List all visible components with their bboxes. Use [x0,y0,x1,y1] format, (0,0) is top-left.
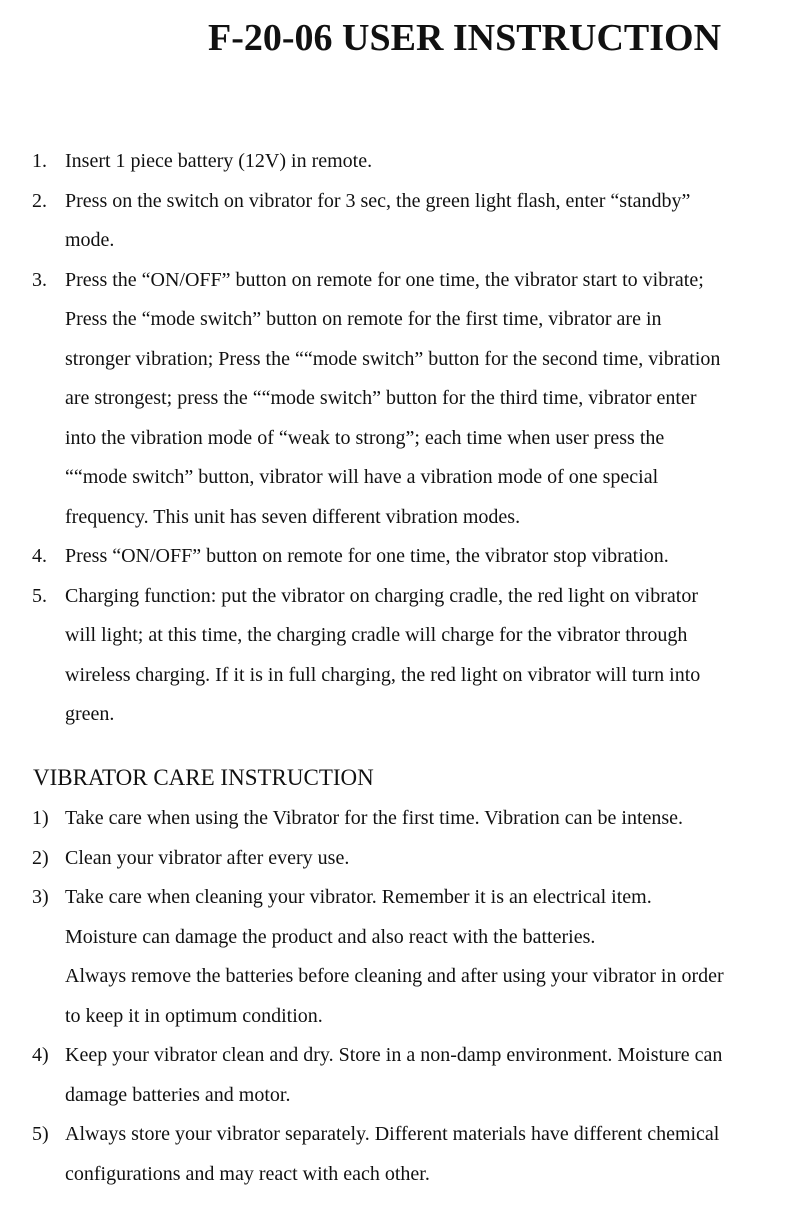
instruction-text-line: Press the “ON/OFF” button on remote for one time, the vibrator start to vibrate; [65,268,704,291]
instruction-text-line: stronger vibration; Press the ““mode switch” button for the second time, vibration [65,347,721,370]
care-text-line: damage batteries and motor. [65,1083,291,1106]
care-text-line: to keep it in optimum condition. [65,1004,323,1027]
care-item [0,878,808,1036]
instruction-text-line: ““mode switch” button, vibrator will have a vibration mode of one special [65,466,659,488]
care-text-line: configurations and may react with each other. [65,1162,430,1185]
care-instruction-list [0,799,808,1194]
instruction-list [0,142,808,735]
care-item [0,799,808,839]
care-item-number: 5) [32,1123,49,1145]
instruction-item [0,261,808,538]
instruction-text-line: green. [65,703,115,725]
instruction-number: 1. [32,150,47,172]
care-item-number: 2) [32,846,49,869]
care-item-number: 4) [32,1044,49,1066]
instruction-text-line: Press on the switch on vibrator for 3 sec, the green light flash, enter “standby” [65,189,691,212]
care-text-line: Keep your vibrator clean and dry. Store in a non-damp environment. Moisture can [65,1044,723,1066]
care-text-line: Take care when using the Vibrator for the first time. Vibration can be intense. [65,807,684,829]
care-section-heading: VIBRATOR CARE INSTRUCTION [33,765,374,790]
instruction-text-line: will light; at this time, the charging cradle will charge for the vibrator through [65,624,688,646]
care-text-line: Clean your vibrator after every use. [65,846,350,869]
care-item [0,1036,808,1115]
instruction-text-line: into the vibration mode of “weak to strong”; each time when user press the [65,426,665,449]
instruction-number: 2. [32,189,47,212]
instruction-text-line: are strongest; press the ““mode switch” button for the third time, vibrator enter [65,387,697,409]
instruction-text-line: Insert 1 piece battery (12V) in remote. [65,150,373,172]
care-item-number: 3) [32,886,49,908]
care-item-number: 1) [32,807,49,829]
instruction-item [0,537,808,577]
instruction-number: 3. [32,268,47,291]
instruction-text-line: frequency. This unit has seven different vibration modes. [65,505,521,528]
instruction-item [0,142,808,182]
instruction-text-line: Press “ON/OFF” button on remote for one time, the vibrator stop vibration. [65,545,669,567]
instruction-text-line: wireless charging. If it is in full charging, the red light on vibrator will turn into [65,663,701,686]
instruction-item [0,577,808,735]
care-item [0,839,808,879]
care-text-line: Take care when cleaning your vibrator. Remember it is an electrical item. [65,886,652,908]
care-text-line: Always store your vibrator separately. Different materials have different chemical [65,1123,720,1145]
instruction-number: 5. [32,584,47,607]
care-text-line: Moisture can damage the product and also react with the batteries. [65,925,596,948]
instruction-item [0,182,808,261]
care-text-line: Always remove the batteries before cleaning and after using your vibrator in order [65,965,724,987]
instruction-text-line: Press the “mode switch” button on remote for the first time, vibrator are in [65,308,662,330]
instruction-text-line: Charging function: put the vibrator on charging cradle, the red light on vibrator [65,584,698,607]
care-item [0,1115,808,1194]
document-title: F-20-06 USER INSTRUCTION [208,17,722,59]
instruction-text-line: mode. [65,229,115,251]
instruction-number: 4. [32,545,47,567]
